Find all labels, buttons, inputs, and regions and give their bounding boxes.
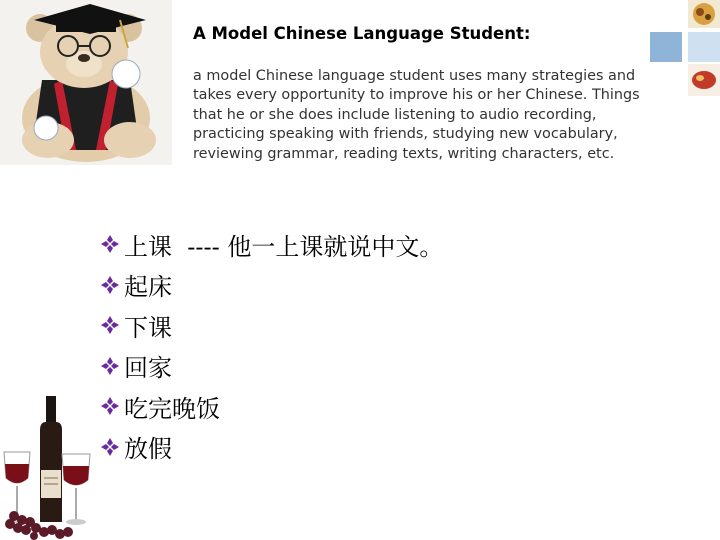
bullet-diamond-icon [98, 232, 122, 256]
list-item [98, 346, 443, 387]
bullet-diamond-icon [98, 394, 122, 418]
bullet-diamond-icon [98, 313, 122, 337]
slide-description: a model Chinese language student uses many strategies and takes every opportunity to improve his or her Chinese. Things that he or she does include listening to audio recording, practicing speaking with friends, studying new vocabulary, reviewing grammar, reading texts, writing characters, etc. [193, 68, 640, 162]
list-item [98, 265, 443, 306]
list-item [98, 224, 443, 265]
food-photo-corner-image [650, 0, 720, 100]
list-item [98, 427, 443, 468]
bullet-text: 起床 [124, 273, 172, 302]
bullet-text: 上课 ---- 他一上课就说中文。 [124, 232, 444, 261]
list-item [98, 305, 443, 346]
list-item [98, 386, 443, 427]
bullet-diamond-icon [98, 435, 122, 459]
bullet-diamond-icon [98, 354, 122, 378]
slide-title: A Model Chinese Language Student: [193, 24, 531, 43]
wine-bottle-glasses-grapes-image [0, 392, 100, 540]
bullet-diamond-icon [98, 273, 122, 297]
bullet-text: 吃完晚饭 [124, 394, 220, 423]
bullet-text: 放假 [124, 435, 172, 464]
bullet-text: 回家 [124, 354, 172, 383]
teddy-bear-graduate-image [0, 0, 172, 165]
bullet-list [98, 224, 443, 467]
bullet-text: 下课 [124, 313, 172, 342]
